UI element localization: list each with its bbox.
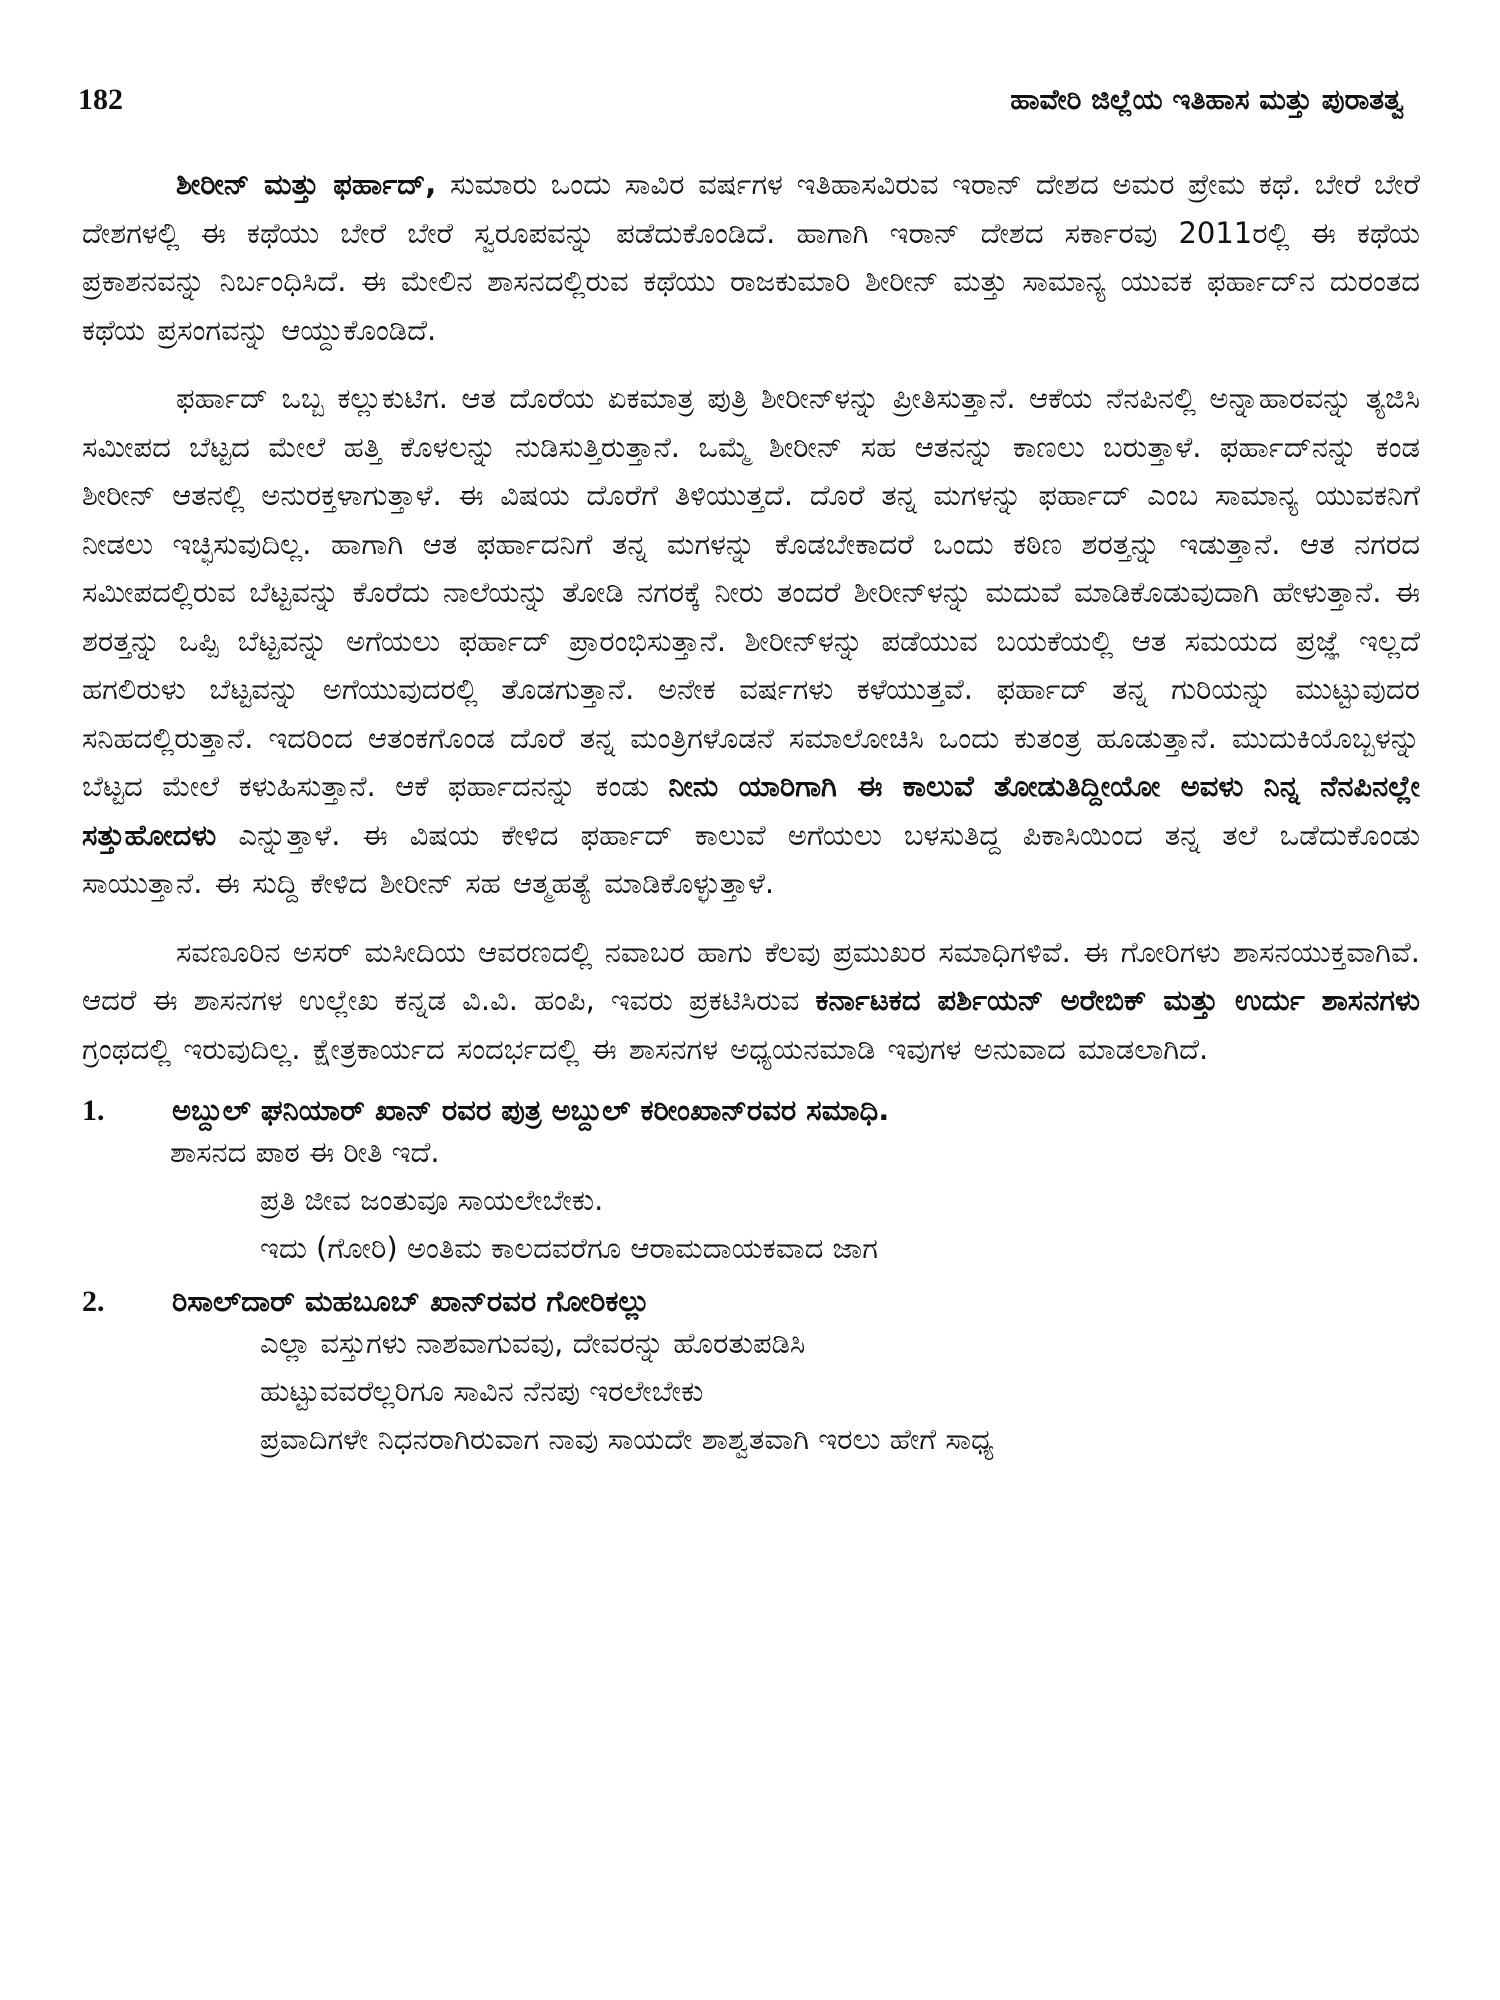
paragraph-farhad-story <box>82 374 1420 908</box>
inscription-line: ಇದು (ಗೋರಿ) ಅಂತಿಮ ಕಾಲದವರೆಗೂ ಆರಾಮದಾಯಕವಾದ ಜಾಗ <box>260 1231 878 1265</box>
paragraph-text: ಸುಮಾರು ಒಂದು ಸಾವಿರ ವರ್ಷಗಳ ಇತಿಹಾಸವಿರುವ ಇರಾನ್ ದೇಶದ ಅಮರ ಪ್ರೇಮ ಕಥೆ. ಬೇರೆ ಬೇರೆ ದೇಶಗಳಲ್ಲಿ ಈ ಕಥೆಯು ಬೇರೆ ಬೇರೆ ಸ್ವರೂಪವನ್ನು ಪಡೆದುಕೊಂಡಿದೆ. ಹಾಗಾಗಿ ಇರಾನ್ ದೇಶದ ಸರ್ಕಾರವು 2011ರಲ್ಲಿ ಈ ಕಥೆಯ ಪ್ರಕಾಶನವನ್ನು ನಿರ್ಬಂಧಿಸಿದೆ. ಈ ಮೇಲಿನ ಶಾಸನದಲ್ಲಿರುವ ಕಥೆಯು ರಾಜಕುಮಾರಿ ಶೀರೀನ್ ಮತ್ತು ಸಾಮಾನ್ಯ ಯುವಕ ಫರ್ಹಾದ್‌ನ ದುರಂತದ ಕಥೆಯ ಪ್ರಸಂಗವನ್ನು ಆಯ್ದುಕೊಂಡಿದೆ. <box>82 167 1420 347</box>
section-number: 1. <box>82 1094 105 1127</box>
paragraph-shirin-farhad-intro <box>82 160 1420 354</box>
paragraph-savanur-tombs <box>82 928 1420 1074</box>
inscription-line: ಪ್ರವಾದಿಗಳೇ ನಿಧನರಾಗಿರುವಾಗ ನಾವು ಸಾಯದೇ ಶಾಶ್ವತವಾಗಿ ಇರಲು ಹೇಗೆ ಸಾಧ್ಯ <box>260 1422 994 1456</box>
inscription-line: ಎಲ್ಲಾ ವಸ್ತುಗಳು ನಾಶವಾಗುವವು, ದೇವರನ್ನು ಹೊರತುಪಡಿಸಿ <box>260 1326 806 1360</box>
paragraph-bold-lead: ಶೀರೀನ್ ಮತ್ತು ಫರ್ಹಾದ್, <box>176 167 437 201</box>
section-heading-1 <box>82 1093 1420 1128</box>
paragraph-text: ಫರ್ಹಾದ್ ಒಬ್ಬ ಕಲ್ಲುಕುಟಿಗ. ಆತ ದೊರೆಯ ಏಕಮಾತ್ರ ಪುತ್ರಿ ಶೀರೀನ್‌ಳನ್ನು ಪ್ರೀತಿಸುತ್ತಾನೆ. ಆಕೆಯ ನೆನಪಿನಲ್ಲಿ ಅನ್ನಾಹಾರವನ್ನು ತ್ಯಜಿಸಿ ಸಮೀಪದ ಬೆಟ್ಟದ ಮೇಲೆ ಹತ್ತಿ ಕೊಳಲನ್ನು ನುಡಿಸುತ್ತಿರುತ್ತಾನೆ. ಒಮ್ಮೆ ಶೀರೀನ್ ಸಹ ಆತನನ್ನು ಕಾಣಲು ಬರುತ್ತಾಳೆ. ಫರ್ಹಾದ್‌ನನ್ನು ಕಂಡ ಶೀರೀನ್ ಆತನಲ್ಲಿ ಅನುರಕ್ತಳಾಗುತ್ತಾಳೆ. ಈ ವಿಷಯ ದೊರೆಗೆ ತಿಳಿಯುತ್ತದೆ. ದೊರೆ ತನ್ನ ಮಗಳನ್ನು ಫರ್ಹಾದ್ ಎಂಬ ಸಾಮಾನ್ಯ ಯುವಕನಿಗೆ ನೀಡಲು ಇಚ್ಛಿಸುವುದಿಲ್ಲ. ಹಾಗಾಗಿ ಆತ ಫರ್ಹಾದನಿಗೆ ತನ್ನ ಮಗಳನ್ನು ಕೊಡಬೇಕಾದರೆ ಒಂದು ಕಠಿಣ ಶರತ್ತನ್ನು ಇಡುತ್ತಾನೆ. ಆತ ನಗರದ ಸಮೀಪದಲ್ಲಿರುವ ಬೆಟ್ಟವನ್ನು ಕೊರೆದು ನಾಲೆಯನ್ನು ತೋಡಿ ನಗರಕ್ಕೆ ನೀರು ತಂದರೆ ಶೀರೀನ್‌ಳನ್ನು ಮದುವೆ ಮಾಡಿಕೊಡುವುದಾಗಿ ಹೇಳುತ್ತಾನೆ. ಈ ಶರತ್ತನ್ನು ಒಪ್ಪಿ ಬೆಟ್ಟವನ್ನು ಅಗೆಯಲು ಫರ್ಹಾದ್ ಪ್ರಾರಂಭಿಸುತ್ತಾನೆ. ಶೀರೀನ್‌ಳನ್ನು ಪಡೆಯುವ ಬಯಕೆಯಲ್ಲಿ ಆತ ಸಮಯದ ಪ್ರಜ್ಞೆ ಇಲ್ಲದೆ ಹಗಲಿರುಳು ಬೆಟ್ಟವನ್ನು ಅಗೆಯುವುದರಲ್ಲಿ ತೊಡಗುತ್ತಾನೆ. ಅನೇಕ ವರ್ಷಗಳು ಕಳೆಯುತ್ತವೆ. ಫರ್ಹಾದ್ ತನ್ನ ಗುರಿಯನ್ನು ಮುಟ್ಟುವುದರ ಸನಿಹದಲ್ಲಿರುತ್ತಾನೆ. ಇದರಿಂದ ಆತಂಕಗೊಂಡ ದೊರೆ ತನ್ನ ಮಂತ್ರಿಗಳೊಡನೆ ಸಮಾಲೋಚಿಸಿ ಒಂದು ಕುತಂತ್ರ ಹೂಡುತ್ತಾನೆ. ಮುದುಕಿಯೊಬ್ಬಳನ್ನು ಬೆಟ್ಟದ ಮೇಲೆ ಕಳುಹಿಸುತ್ತಾನೆ. ಆಕೆ ಫರ್ಹಾದನನ್ನು ಕಂಡು <box>82 381 1420 803</box>
section-heading-2 <box>82 1284 1420 1319</box>
inscription-line: ಹುಟ್ಟುವವರೆಲ್ಲರಿಗೂ ಸಾವಿನ ನೆನಪು ಇರಲೇಬೇಕು <box>260 1374 704 1408</box>
page-number: 182 <box>78 83 123 116</box>
page-body <box>82 160 1420 1463</box>
section-title: ರಿಸಾಲ್‌ದಾರ್ ಮಹಬೂಬ್ ಖಾನ್‌ರವರ ಗೋರಿಕಲ್ಲು <box>172 1284 650 1318</box>
paragraph-text: ಸವಣೂರಿನ ಅಸರ್ ಮಸೀದಿಯ ಆವರಣದಲ್ಲಿ ನವಾಬರ ಹಾಗು ಕೆಲವು ಪ್ರಮುಖರ ಸಮಾಧಿಗಳಿವೆ. ಈ ಗೋರಿಗಳು ಶಾಸನಯುಕ್ತವಾಗಿವೆ. ಆದರೆ ಈ ಶಾಸನಗಳ ಉಲ್ಲೇಖ ಕನ್ನಡ ವಿ.ವಿ. ಹಂಪಿ, ಇವರು ಪ್ರಕಟಿಸಿರುವ <box>82 934 1420 1017</box>
inscription-intro: ಶಾಸನದ ಪಾಠ ಈ ರೀತಿ ಇದೆ. <box>170 1135 440 1169</box>
paragraph-text: ಗ್ರಂಥದಲ್ಲಿ ಇರುವುದಿಲ್ಲ. ಕ್ಷೇತ್ರಕಾರ್ಯದ ಸಂದರ್ಭದಲ್ಲಿ ಈ ಶಾಸನಗಳ ಅಧ್ಯಯನಮಾಡಿ ಇವುಗಳ ಅನುವಾದ ಮಾಡಲಾಗಿದೆ. <box>82 1031 1209 1066</box>
paragraph-bold-book-title: ಕರ್ನಾಟಕದ ಪರ್ಶಿಯನ್ ಅರೇಬಿಕ್ ಮತ್ತು ಉರ್ದು ಶಾಸನಗಳು <box>815 983 1420 1017</box>
running-title: ಹಾವೇರಿ ಜಿಲ್ಲೆಯ ಇತಿಹಾಸ ಮತ್ತು ಪುರಾತತ್ವ <box>1010 83 1404 116</box>
paragraph-bold-quote: ನೀನು ಯಾರಿಗಾಗಿ ಈ ಕಾಲುವೆ ತೋಡುತಿದ್ದೀಯೋ ಅವಳು ನಿನ್ನ ನೆನಪಿನಲ್ಲೇ ಸತ್ತುಹೋದಳು <box>82 769 1420 852</box>
section-number: 2. <box>82 1285 105 1318</box>
inscription-line: ಪ್ರತಿ ಜೀವ ಜಂತುವೂ ಸಾಯಲೇಬೇಕು. <box>260 1183 604 1217</box>
page-header <box>78 76 1404 124</box>
section-title: ಅಬ್ದುಲ್ ಘನಿಯಾರ್ ಖಾನ್ ರವರ ಪುತ್ರ ಅಬ್ದುಲ್ ಕರೀಂಖಾನ್‌ರವರ ಸಮಾಧಿ. <box>172 1093 890 1127</box>
paragraph-text: ಎನ್ನುತ್ತಾಳೆ. ಈ ವಿಷಯ ಕೇಳಿದ ಫರ್ಹಾದ್ ಕಾಲುವೆ ಅಗೆಯಲು ಬಳಸುತಿದ್ದ ಪಿಕಾಸಿಯಿಂದ ತನ್ನ ತಲೆ ಒಡೆದುಕೊಂಡು ಸಾಯುತ್ತಾನೆ. ಈ ಸುದ್ದಿ ಕೇಳಿದ ಶೀರೀನ್ ಸಹ ಆತ್ಮಹತ್ಯೆ ಮಾಡಿಕೊಳ್ಳುತ್ತಾಳೆ. <box>82 817 1420 900</box>
